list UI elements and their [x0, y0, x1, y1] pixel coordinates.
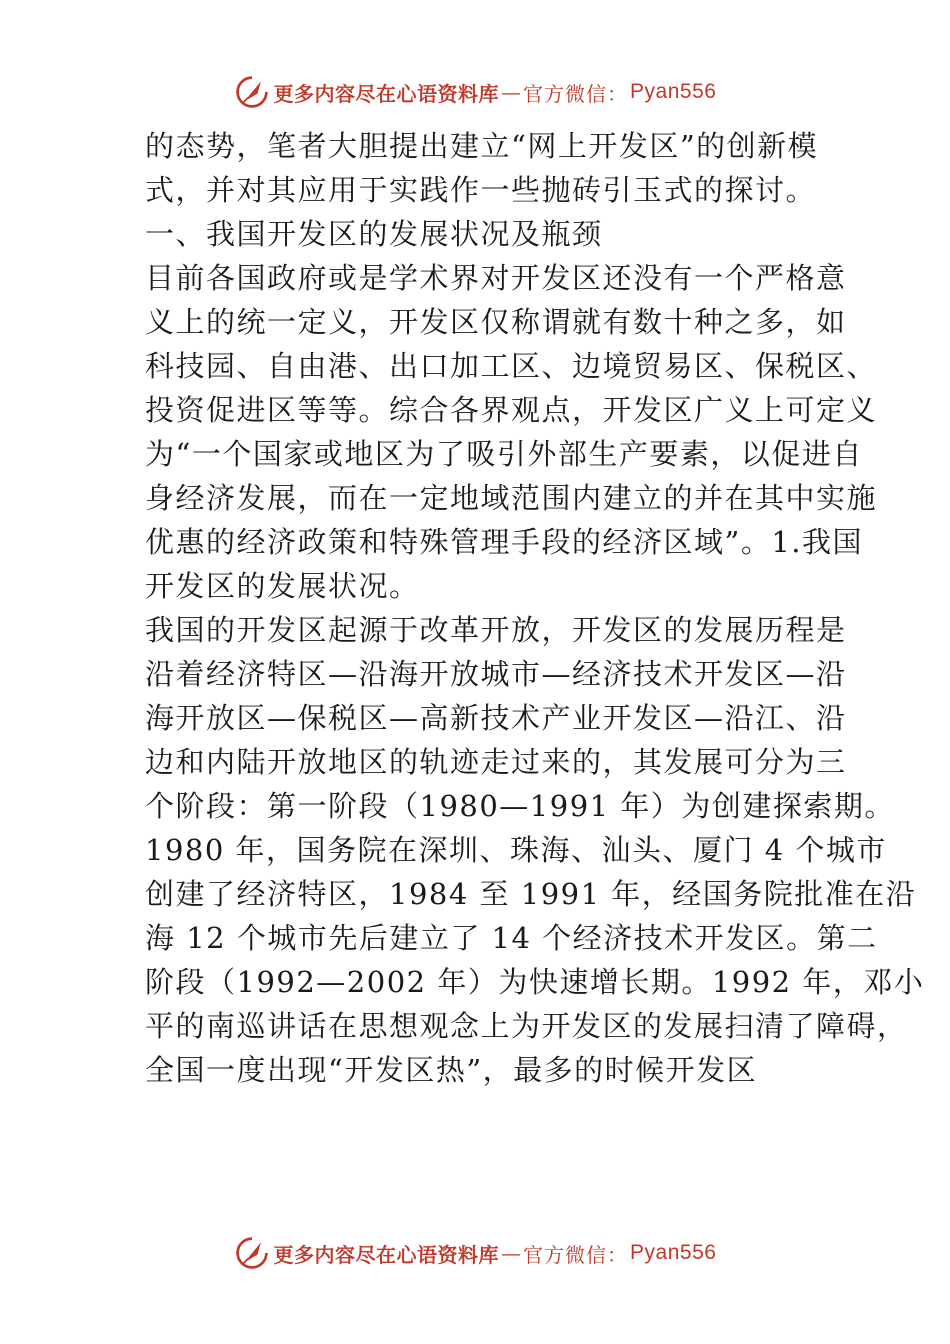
body-line: 平的南巡讲话在思想观念上为开发区的发展扫清了障碍， — [145, 1009, 908, 1043]
footer-banner — [0, 1233, 950, 1273]
body-line: 边和内陆开放地区的轨迹走过来的，其发展可分为三 — [145, 745, 847, 779]
document-body — [145, 124, 925, 1092]
footer-wechat-label: 官方微信： — [523, 1242, 629, 1267]
footer-title: 更多内容尽在心语资料库 — [273, 1242, 500, 1267]
header-dash: — — [501, 80, 522, 104]
header-wechat-id: Pyan556 — [630, 80, 717, 103]
body-line: 海开放区—保税区—高新技术产业开发区—沿江、沿 — [145, 701, 847, 735]
body-line: 优惠的经济政策和特殊管理手段的经济区域”。1.我国 — [145, 525, 863, 559]
footer-dash: — — [501, 1241, 522, 1265]
section-heading: 一、我国开发区的发展状况及瓶颈 — [145, 217, 603, 251]
header-title: 更多内容尽在心语资料库 — [273, 81, 500, 106]
body-line: 全国一度出现“开发区热”，最多的时候开发区 — [145, 1053, 758, 1087]
quill-logo-icon — [234, 1235, 270, 1271]
body-line: 投资促进区等等。综合各界观点，开发区广义上可定义 — [145, 393, 878, 427]
body-line: 科技园、自由港、出口加工区、边境贸易区、保税区、 — [145, 349, 878, 383]
body-line: 个阶段：第一阶段（1980—1991 年）为创建探索期。 — [145, 789, 895, 823]
body-line: 目前各国政府或是学术界对开发区还没有一个严格意 — [145, 261, 847, 295]
header-banner — [0, 72, 950, 112]
body-line: 沿着经济特区—沿海开放城市—经济技术开发区—沿 — [145, 657, 847, 691]
quill-logo-icon — [234, 74, 270, 110]
body-line: 义上的统一定义，开发区仅称谓就有数十种之多，如 — [145, 305, 847, 339]
footer-wechat-id: Pyan556 — [630, 1241, 717, 1264]
body-line: 式，并对其应用于实践作一些抛砖引玉式的探讨。 — [145, 173, 817, 207]
body-line: 我国的开发区起源于改革开放，开发区的发展历程是 — [145, 613, 847, 647]
body-line: 阶段（1992—2002 年）为快速增长期。1992 年，邓小 — [145, 965, 925, 999]
body-line: 创建了经济特区，1984 至 1991 年，经国务院批准在沿 — [145, 877, 917, 911]
body-line: 的态势，笔者大胆提出建立“网上开发区”的创新模 — [145, 129, 819, 163]
body-line: 1980 年，国务院在深圳、珠海、汕头、厦门 4 个城市 — [145, 833, 887, 867]
header-wechat-label: 官方微信： — [523, 81, 629, 106]
body-line: 身经济发展，而在一定地域范围内建立的并在其中实施 — [145, 481, 878, 515]
body-line: 为“一个国家或地区为了吸引外部生产要素，以促进自 — [145, 437, 863, 471]
body-line: 海 12 个城市先后建立了 14 个经济技术开发区。第二 — [145, 921, 878, 955]
body-line: 开发区的发展状况。 — [145, 569, 420, 603]
